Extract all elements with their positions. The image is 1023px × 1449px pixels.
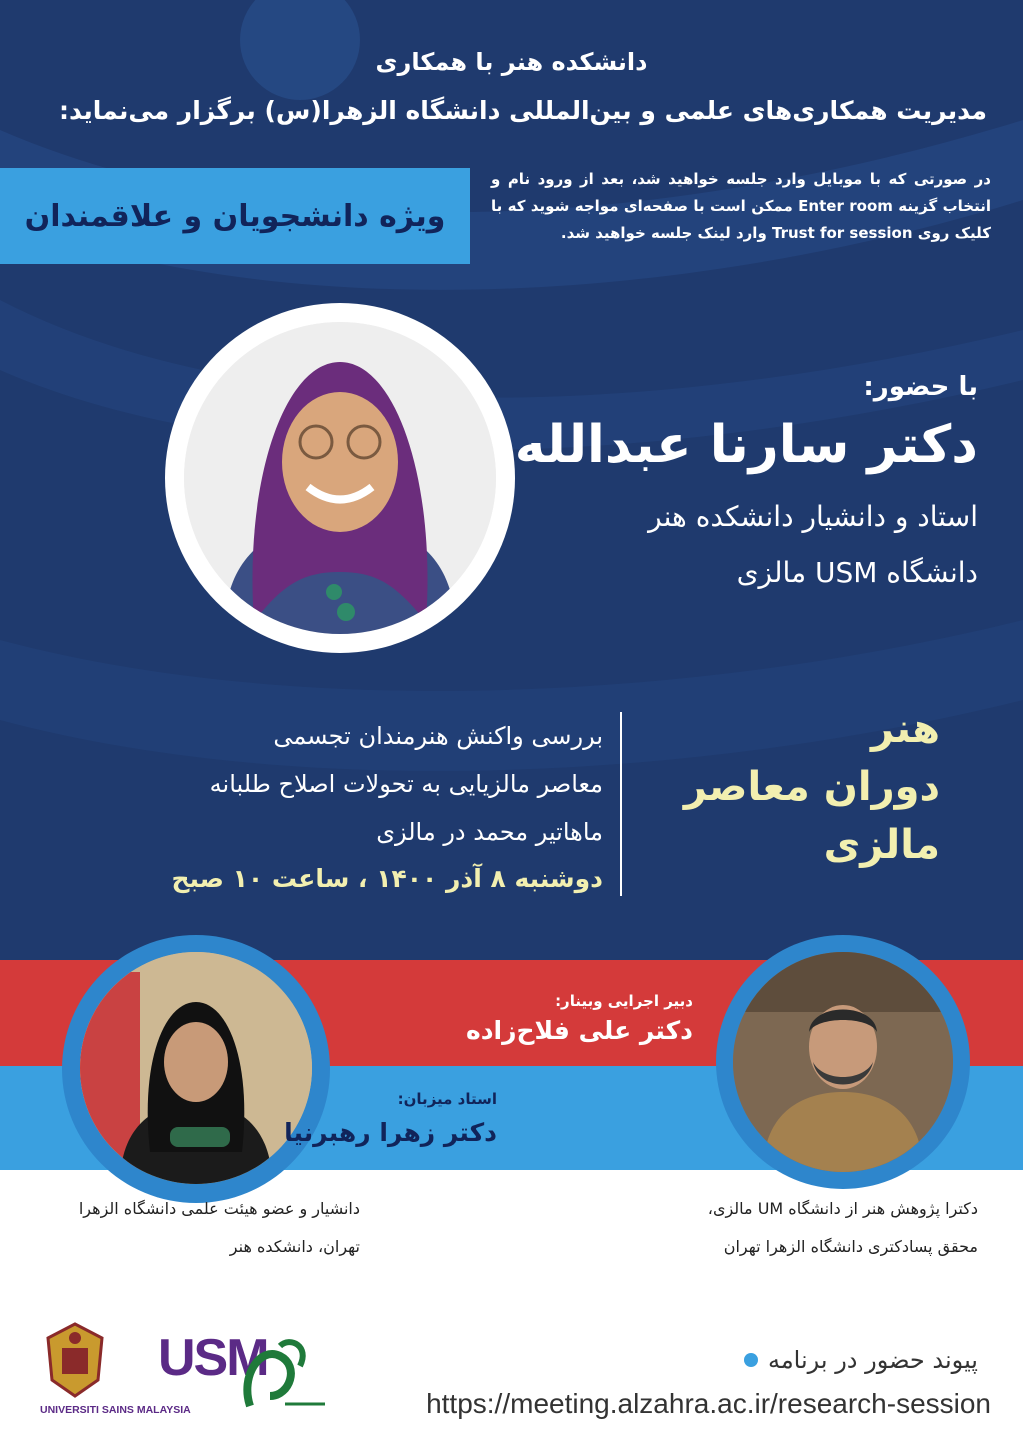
- logos: [40, 1320, 340, 1420]
- event-date: دوشنبه ۸ آذر ۱۴۰۰ ، ساعت ۱۰ صبح: [171, 864, 603, 893]
- topic-line-1: هنر: [871, 706, 940, 752]
- host-portrait: [80, 952, 312, 1184]
- header-line-2: مدیریت همکاری‌های علمی و بین‌المللی دانشگاه الزهرا(س) برگزار می‌نماید:: [58, 96, 987, 125]
- topic-line-2: دوران معاصر: [683, 764, 940, 810]
- usm-logo: USM: [158, 1329, 268, 1387]
- speaker-name: دکتر سارنا عبدالله: [514, 415, 978, 475]
- host-photo-icon: [80, 952, 312, 1184]
- meeting-link[interactable]: https://meeting.alzahra.ac.ir/research-session: [426, 1388, 991, 1419]
- executive-name: دکتر علی فلاح‌زاده: [465, 1016, 693, 1045]
- usm-caption: UNIVERSITI SAINS MALAYSIA: [40, 1404, 191, 1416]
- speaker-university: دانشگاه USM مالزی: [736, 556, 978, 589]
- description-line-3: ماهاتیر محمد در مالزی: [376, 818, 603, 846]
- topic-description: [83, 712, 603, 856]
- speaker-role: استاد و دانشیار دانشکده هنر: [648, 500, 978, 533]
- topic-line-3: مالزی: [823, 822, 940, 868]
- speaker-photo-icon: [184, 322, 496, 634]
- speaker-portrait: [184, 322, 496, 634]
- description-line-2: معاصر مالزیایی به تحولات اصلاح طلبانه: [209, 770, 603, 798]
- executive-photo-icon: [733, 952, 953, 1172]
- host-bio: دانشیار و عضو هیئت علمی دانشگاه الزهرا تهران، دانشکده هنر: [78, 1199, 360, 1256]
- link-label-text: پیوند حضور در برنامه: [767, 1346, 978, 1374]
- bullet-icon: [744, 1353, 758, 1367]
- description-line-1: بررسی واکنش هنرمندان تجسمی: [273, 722, 603, 750]
- usm-crest-icon: [40, 1320, 110, 1400]
- executive-bio: دکترا پژوهش هنر از دانشگاه UM مالزی، محقق پسادکتری دانشگاه الزهرا تهران: [707, 1199, 978, 1256]
- attendance-label: با حضور:: [863, 372, 978, 402]
- topic-title: [640, 700, 940, 874]
- executive-label: دبیر اجرایی وبینار:: [555, 992, 693, 1010]
- mobile-notice: در صورتی که با موبایل وارد جلسه خواهید شد، بعد از ورود نام و انتخاب گزینه Enter room ممکن است با صفحه‌ای مواجه شوید که با کلیک روی Trust for session وارد لینک جلسه خواهید شد.: [491, 170, 992, 242]
- audience-label: ویژه دانشجویان و علاقمندان: [24, 198, 446, 234]
- header-line-1: دانشکده هنر با همکاری: [375, 48, 648, 76]
- host-label: استاد میزبان:: [397, 1090, 497, 1108]
- alzahra-logo-icon: [230, 1326, 330, 1416]
- audience-banner: [0, 168, 470, 264]
- host-name: دکتر زهرا رهبرنیا: [284, 1118, 497, 1147]
- topic-divider: [620, 712, 622, 896]
- executive-portrait: [733, 952, 953, 1172]
- link-label: [744, 1346, 978, 1374]
